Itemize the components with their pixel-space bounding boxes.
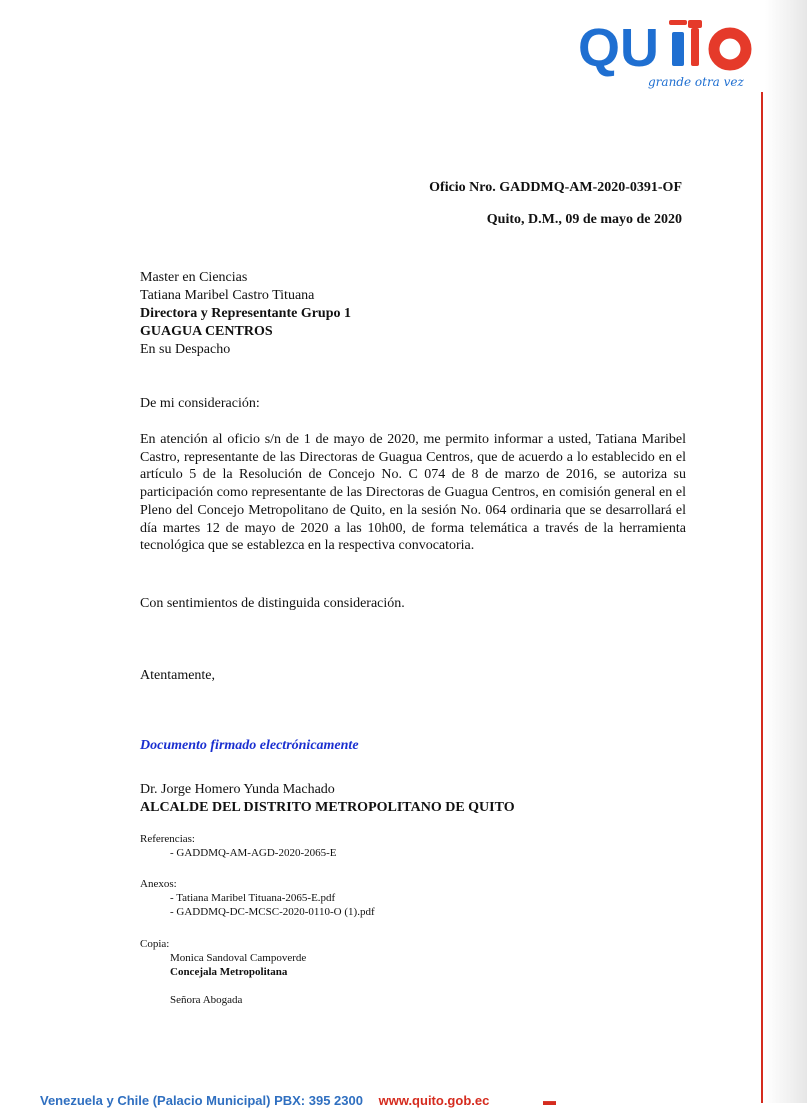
footer-address: Venezuela y Chile (Palacio Municipal) PBX: 395 2300 xyxy=(40,1093,363,1108)
annexes-label: Anexos: xyxy=(140,878,177,890)
greeting: De mi consideración: xyxy=(140,396,260,411)
page-edge-shadow xyxy=(765,0,807,1103)
copy-label: Copia: xyxy=(140,938,170,950)
document-reference: Oficio Nro. GADDMQ-AM-2020-0391-OF xyxy=(429,180,682,195)
signer-name: Dr. Jorge Homero Yunda Machado xyxy=(140,782,335,797)
footer-mark: ▬ xyxy=(542,1093,556,1108)
closing-line: Con sentimientos de distinguida consideración. xyxy=(140,596,405,611)
references-label: Referencias: xyxy=(140,833,195,845)
references-block xyxy=(140,832,337,860)
recipient-degree: Master en Ciencias xyxy=(140,270,248,285)
copy-role: Concejala Metropolitana xyxy=(170,966,288,978)
copy-name: Monica Sandoval Campoverde xyxy=(170,952,307,964)
svg-text:QU: QU xyxy=(578,18,659,78)
footer-website[interactable]: www.quito.gob.ec xyxy=(378,1093,490,1108)
electronic-signature-note: Documento firmado electrónicamente xyxy=(140,738,359,753)
document-date: Quito, D.M., 09 de mayo de 2020 xyxy=(486,212,682,227)
margin-rule xyxy=(761,92,763,1103)
recipient-role: Directora y Representante Grupo 1 xyxy=(140,306,351,321)
recipient-name: Tatiana Maribel Castro Tituana xyxy=(140,288,315,303)
copy-block xyxy=(140,937,306,1007)
signer-title: ALCALDE DEL DISTRITO METROPOLITANO DE QUITO xyxy=(140,800,515,815)
reference-item: - GADDMQ-AM-AGD-2020-2065-E xyxy=(170,847,337,859)
annex-item: - Tatiana Maribel Tituana-2065-E.pdf xyxy=(170,892,336,904)
copy-extra: Señora Abogada xyxy=(170,994,243,1006)
recipient-office: En su Despacho xyxy=(140,342,231,357)
sign-off: Atentamente, xyxy=(140,668,216,683)
signer-block xyxy=(140,781,515,817)
svg-text:grande otra vez: grande otra vez xyxy=(648,75,744,89)
annexes-block xyxy=(140,877,375,919)
recipient-organization: GUAGUA CENTROS xyxy=(140,324,273,339)
body-paragraph: En atención al oficio s/n de 1 de mayo de 2020, me permito informar a usted, Tatiana Maribel Castro, representante de las Directoras de Guagua Centros, que de acuerdo a lo establecido en el artículo 5 de la Resolución de Concejo No. C 074 de 8 de marzo de 2016, se autoriza su participación como representante de las Directoras de Guagua Centros, en comisión general en el Pleno del Concejo Metropolitano de Quito, en la sesión No. 064 ordinaria que se desarrollará el día martes 12 de mayo de 2020 a las 10h00, de forma telemática a través de la herramienta tecnológica que se establezca en la respectiva convocatoria. xyxy=(140,432,686,554)
page-footer xyxy=(40,1093,556,1108)
recipient-block xyxy=(140,269,351,359)
quito-logo xyxy=(570,8,766,92)
annex-item: - GADDMQ-DC-MCSC-2020-0110-O (1).pdf xyxy=(170,906,375,918)
